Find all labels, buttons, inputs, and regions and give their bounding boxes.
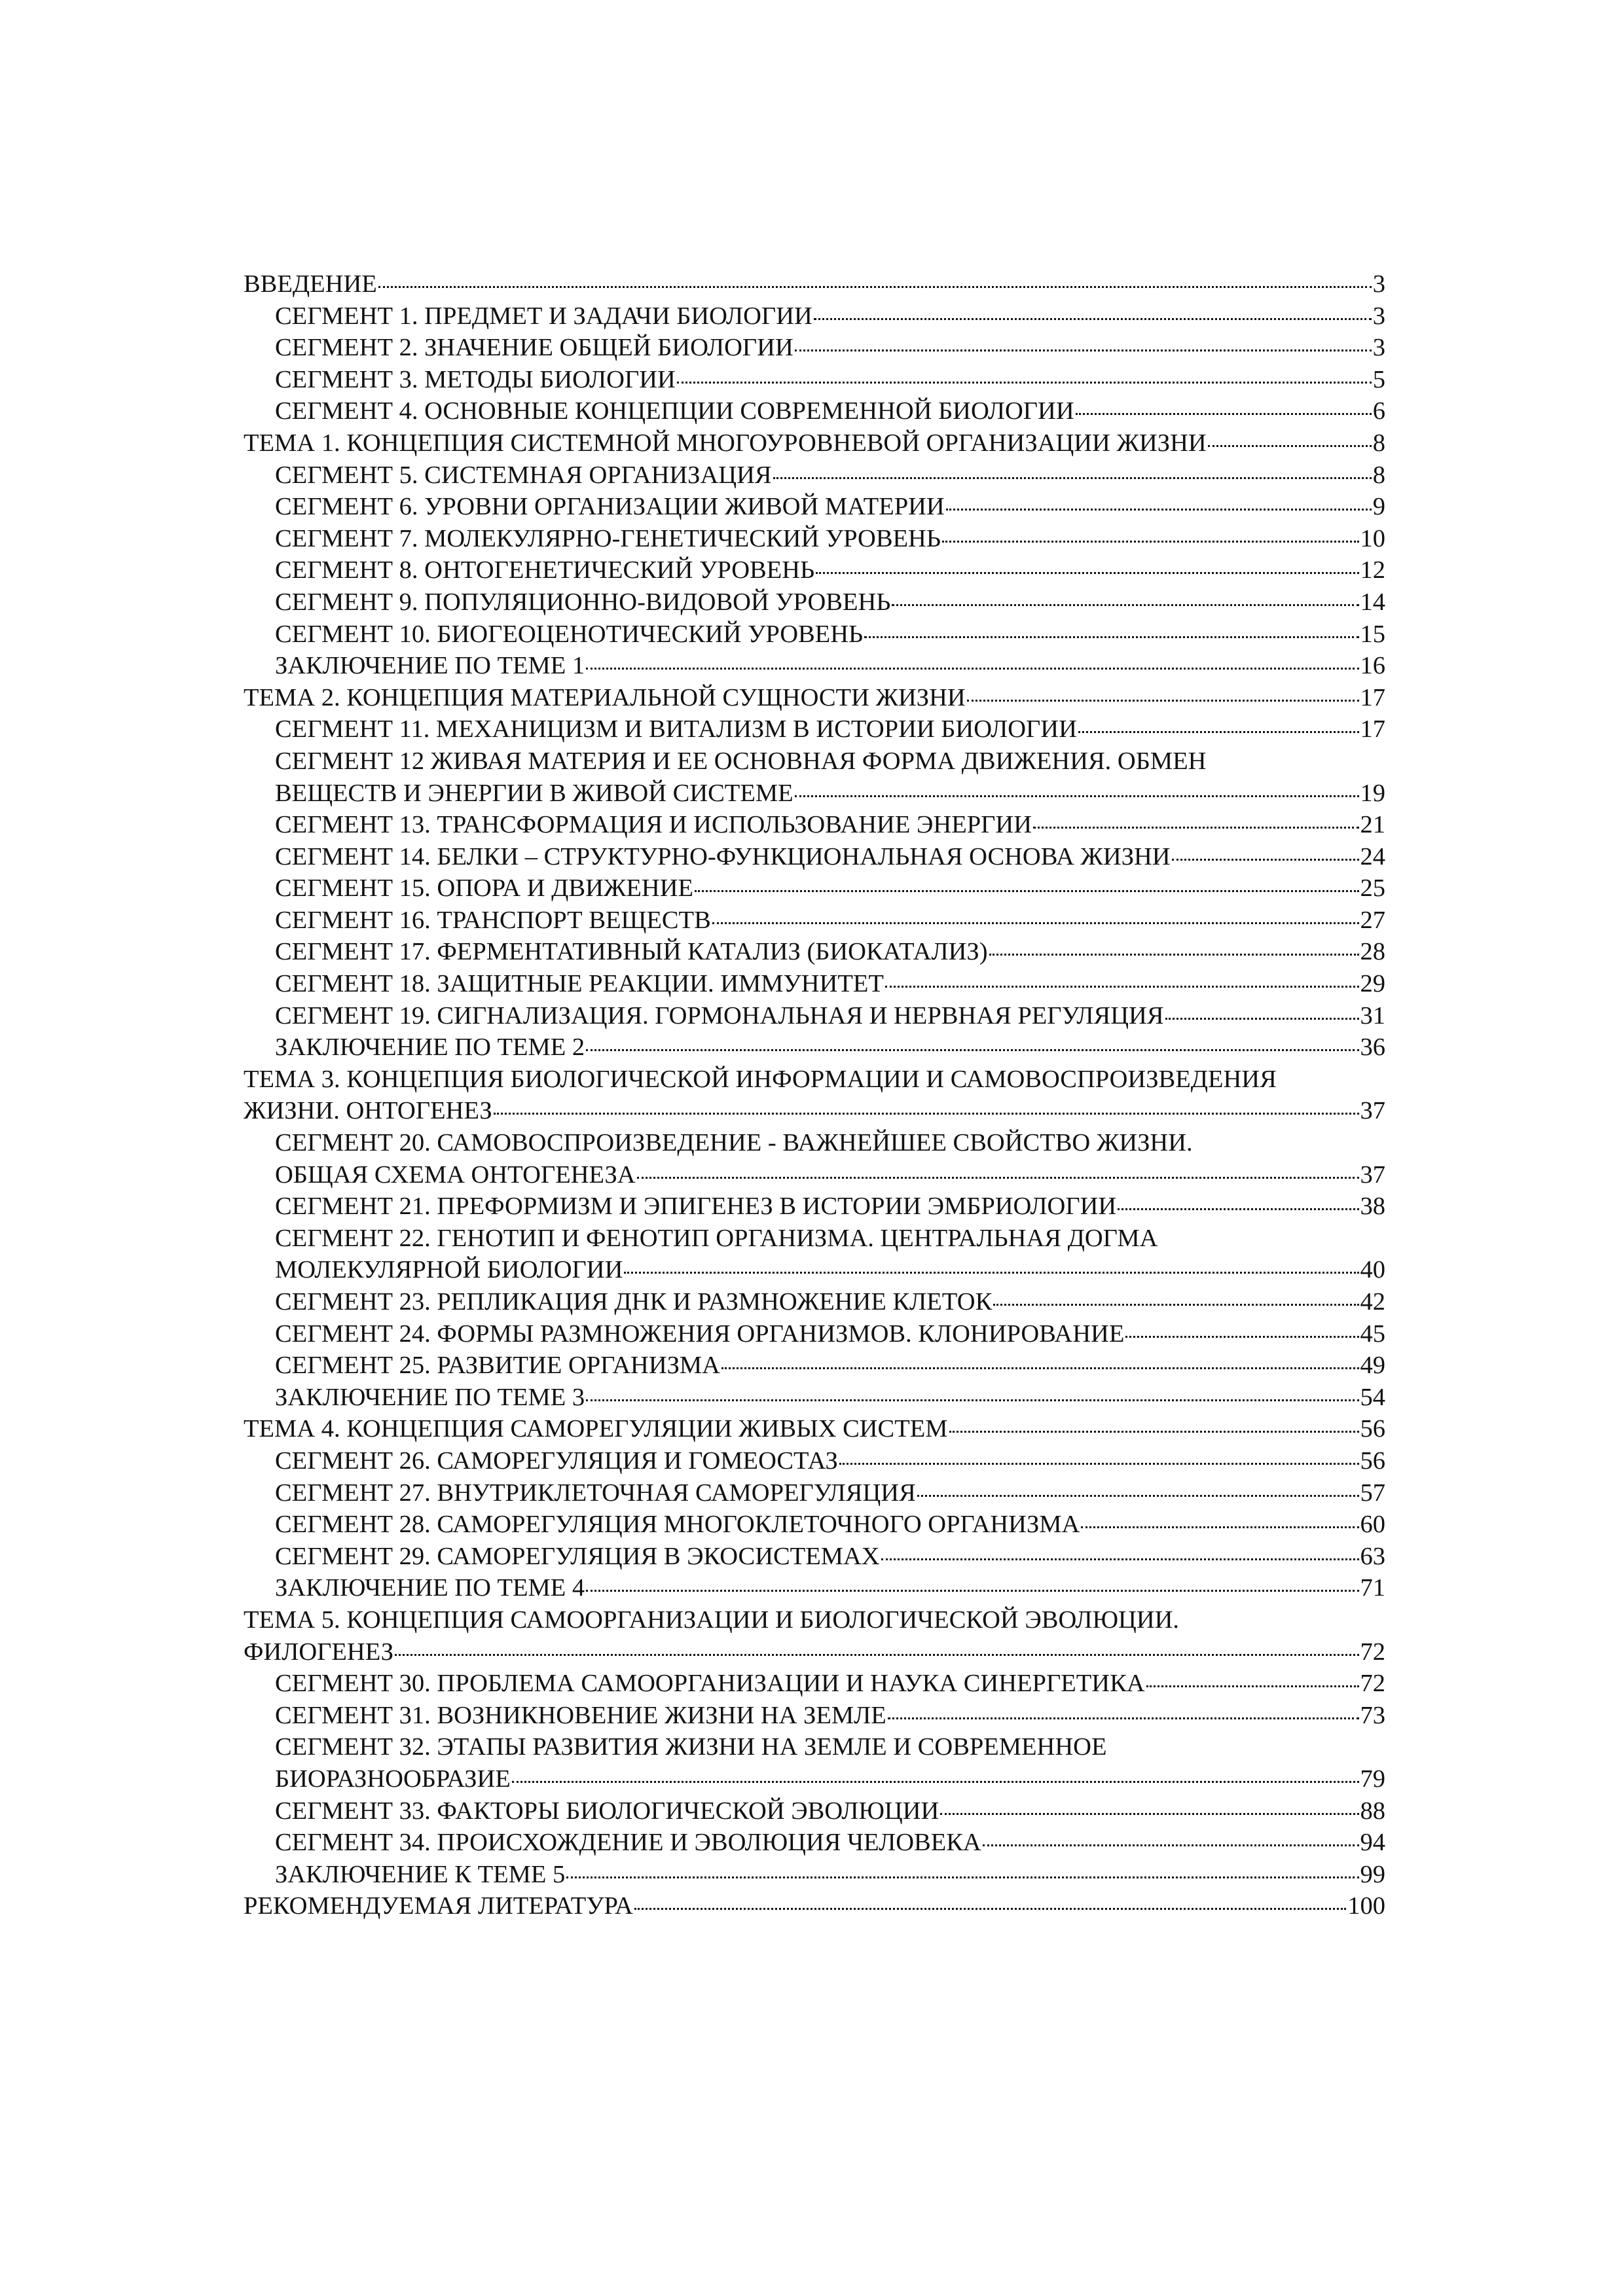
toc-entry-title: СЕГМЕНТ 5. СИСТЕМНАЯ ОРГАНИЗАЦИЯ	[275, 461, 772, 489]
toc-entry-title: СЕГМЕНТ 26. САМОРЕГУЛЯЦИЯ И ГОМЕОСТАЗ	[275, 1446, 838, 1475]
toc-heading[interactable]	[244, 1095, 1385, 1127]
dot-leader	[586, 668, 1359, 670]
page-number: 71	[1360, 1574, 1385, 1602]
toc-entry-title: СЕГМЕНТ 31. ВОЗНИКНОВЕНИЕ ЖИЗНИ НА ЗЕМЛЕ	[275, 1701, 886, 1729]
dot-leader	[634, 1908, 1346, 1910]
page-number: 8	[1372, 429, 1385, 457]
toc-entry[interactable]	[244, 872, 1385, 905]
toc-entry-title: СЕГМЕНТ 27. ВНУТРИКЛЕТОЧНАЯ САМОРЕГУЛЯЦИЯ	[275, 1479, 916, 1507]
page-number: 24	[1360, 842, 1385, 870]
dot-leader	[624, 1272, 1359, 1274]
toc-entry[interactable]	[244, 1763, 1385, 1795]
toc-entry[interactable]	[244, 1286, 1385, 1318]
toc-entry[interactable]	[244, 713, 1385, 745]
page-number: 19	[1360, 779, 1385, 807]
dot-leader	[940, 1813, 1359, 1815]
toc-entry-title: СЕГМЕНТ 7. МОЛЕКУЛЯРНО-ГЕНЕТИЧЕСКИЙ УРОВЕНЬ	[275, 524, 941, 552]
page-number: 57	[1360, 1479, 1385, 1507]
dot-leader	[695, 890, 1359, 892]
dot-leader	[888, 1717, 1359, 1719]
toc-entry[interactable]	[244, 364, 1385, 396]
toc-entry-title: ЗАКЛЮЧЕНИЕ ПО ТЕМЕ 1	[275, 652, 585, 680]
toc-entry-title: МОЛЕКУЛЯРНОЙ БИОЛОГИИ	[275, 1256, 623, 1284]
dot-leader	[1165, 1018, 1359, 1020]
toc-entry[interactable]	[244, 1191, 1385, 1223]
dot-leader	[712, 922, 1359, 924]
page-number: 56	[1360, 1446, 1385, 1475]
dot-leader	[378, 286, 1372, 288]
toc-heading[interactable]	[244, 1636, 1385, 1668]
toc-entry[interactable]	[244, 1318, 1385, 1350]
dot-leader	[1081, 1526, 1359, 1528]
toc-heading-title: ЖИЗНИ. ОНТОГЕНЕЗ	[244, 1097, 492, 1125]
toc-heading-title: ФИЛОГЕНЕЗ	[244, 1638, 393, 1666]
dot-leader	[983, 1844, 1359, 1846]
toc-heading[interactable]	[244, 427, 1385, 459]
toc-entry[interactable]	[244, 968, 1385, 1000]
toc-entry-title: ЗАКЛЮЧЕНИЕ ПО ТЕМЕ 4	[275, 1574, 585, 1602]
page-number: 21	[1360, 811, 1385, 839]
page-number: 88	[1360, 1797, 1385, 1825]
page-number: 56	[1360, 1415, 1385, 1443]
toc-entry-title: СЕГМЕНТ 6. УРОВНИ ОРГАНИЗАЦИИ ЖИВОЙ МАТЕРИИ	[275, 493, 945, 521]
toc-entry-title-line: СЕГМЕНТ 20. САМОВОСПРОИЗВЕДЕНИЕ - ВАЖНЕЙШЕЕ СВОЙСТВО ЖИЗНИ.	[275, 1129, 1193, 1157]
toc-heading-title: РЕКОМЕНДУЕМАЯ ЛИТЕРАТУРА	[244, 1892, 633, 1920]
toc-entry-title: СЕГМЕНТ 33. ФАКТОРЫ БИОЛОГИЧЕСКОЙ ЭВОЛЮЦИИ	[275, 1797, 939, 1825]
dot-leader	[967, 700, 1359, 702]
page-number: 3	[1372, 270, 1385, 298]
page-number: 5	[1372, 365, 1385, 393]
page-number: 3	[1372, 334, 1385, 362]
toc-entry[interactable]	[244, 1350, 1385, 1382]
toc-entry-title: СЕГМЕНТ 3. МЕТОДЫ БИОЛОГИИ	[275, 365, 676, 393]
page-number: 37	[1360, 1097, 1385, 1125]
toc-heading-title: ТЕМА 1. КОНЦЕПЦИЯ СИСТЕМНОЙ МНОГОУРОВНЕВОЙ ОРГАНИЗАЦИИ ЖИЗНИ	[244, 429, 1207, 457]
page-number: 9	[1372, 493, 1385, 521]
dot-leader	[677, 382, 1372, 384]
dot-leader	[892, 604, 1359, 606]
toc-entry[interactable]	[244, 1159, 1385, 1191]
toc-entry[interactable]	[244, 1859, 1385, 1891]
dot-leader	[1146, 1685, 1359, 1687]
dot-leader	[566, 1876, 1359, 1878]
toc-entry-title: СЕГМЕНТ 2. ЗНАЧЕНИЕ ОБЩЕЙ БИОЛОГИИ	[275, 334, 793, 362]
page-number: 16	[1360, 652, 1385, 680]
toc-heading-title: ВВЕДЕНИЕ	[244, 270, 377, 298]
dot-leader	[816, 572, 1359, 574]
dot-leader	[881, 1558, 1359, 1560]
page-number: 3	[1372, 302, 1385, 330]
toc-entry[interactable]	[244, 905, 1385, 937]
toc-heading-title: ТЕМА 2. КОНЦЕПЦИЯ МАТЕРИАЛЬНОЙ СУЩНОСТИ ЖИЗНИ	[244, 683, 966, 711]
toc-entry[interactable]	[244, 1509, 1385, 1541]
page-number: 73	[1360, 1701, 1385, 1729]
toc-entry[interactable]	[244, 841, 1385, 873]
dot-leader	[795, 350, 1372, 351]
toc-entry-title-line: СЕГМЕНТ 22. ГЕНОТИП И ФЕНОТИП ОРГАНИЗМА. ЦЕНТРАЛЬНАЯ ДОГМА	[275, 1224, 1158, 1252]
toc-entry-title: СЕГМЕНТ 1. ПРЕДМЕТ И ЗАДАЧИ БИОЛОГИИ	[275, 302, 812, 330]
toc-heading[interactable]	[244, 682, 1385, 714]
page-number: 31	[1360, 1001, 1385, 1030]
page-number: 27	[1360, 906, 1385, 934]
toc-entry[interactable]	[244, 936, 1385, 968]
dot-leader	[949, 1431, 1359, 1433]
page-number: 49	[1360, 1352, 1385, 1380]
toc-entry[interactable]	[244, 554, 1385, 586]
toc-entry[interactable]	[244, 332, 1385, 364]
toc-heading[interactable]	[244, 268, 1385, 300]
page-number: 100	[1347, 1892, 1385, 1920]
toc-entry-title: СЕГМЕНТ 25. РАЗВИТИЕ ОРГАНИЗМА	[275, 1352, 720, 1380]
dot-leader	[1172, 859, 1359, 861]
toc-entry[interactable]	[244, 523, 1385, 555]
page-number: 14	[1360, 588, 1385, 616]
dot-leader	[1118, 1208, 1359, 1210]
toc-entry[interactable]	[244, 586, 1385, 619]
toc-entry-title: СЕГМЕНТ 34. ПРОИСХОЖДЕНИЕ И ЭВОЛЮЦИЯ ЧЕЛОВЕКА	[275, 1829, 981, 1857]
toc-entry-title: БИОРАЗНООБРАЗИЕ	[275, 1765, 511, 1793]
dot-leader	[637, 1177, 1359, 1179]
dot-leader	[586, 1049, 1359, 1051]
dot-leader	[839, 1463, 1359, 1465]
page-number: 72	[1360, 1670, 1385, 1698]
toc-entry-title: СЕГМЕНТ 28. САМОРЕГУЛЯЦИЯ МНОГОКЛЕТОЧНОГО ОРГАНИЗМА	[275, 1511, 1080, 1539]
toc-heading[interactable]	[244, 1890, 1385, 1922]
toc-entry[interactable]	[244, 1382, 1385, 1414]
toc-entry-title: СЕГМЕНТ 21. ПРЕФОРМИЗМ И ЭПИГЕНЕЗ В ИСТОРИИ ЭМБРИОЛОГИИ	[275, 1193, 1117, 1221]
dot-leader	[1208, 445, 1372, 447]
toc-entry-title: СЕГМЕНТ 4. ОСНОВНЫЕ КОНЦЕПЦИИ СОВРЕМЕННОЙ БИОЛОГИИ	[275, 397, 1074, 425]
toc-heading-title-line: ТЕМА 3. КОНЦЕПЦИЯ БИОЛОГИЧЕСКОЙ ИНФОРМАЦИИ И САМОВОСПРОИЗВЕДЕНИЯ	[244, 1065, 1277, 1093]
page-number: 36	[1360, 1033, 1385, 1062]
dot-leader	[989, 954, 1359, 956]
toc-entry-title: СЕГМЕНТ 23. РЕПЛИКАЦИЯ ДНК И РАЗМНОЖЕНИЕ КЛЕТОК	[275, 1288, 993, 1316]
toc-entry-title: СЕГМЕНТ 19. СИГНАЛИЗАЦИЯ. ГОРМОНАЛЬНАЯ И НЕРВНАЯ РЕГУЛЯЦИЯ	[275, 1001, 1164, 1030]
dot-leader	[942, 541, 1359, 543]
dot-leader	[814, 318, 1372, 320]
page-number: 15	[1360, 620, 1385, 648]
page-number: 17	[1360, 683, 1385, 711]
page-number: 79	[1360, 1765, 1385, 1793]
page-number: 63	[1360, 1542, 1385, 1570]
page-number: 38	[1360, 1193, 1385, 1221]
toc-entry[interactable]	[244, 1445, 1385, 1477]
page-number: 37	[1360, 1160, 1385, 1189]
page-number: 99	[1360, 1860, 1385, 1888]
toc-entry-title: СЕГМЕНТ 24. ФОРМЫ РАЗМНОЖЕНИЯ ОРГАНИЗМОВ. КЛОНИРОВАНИЕ	[275, 1319, 1125, 1348]
toc-entry-title: СЕГМЕНТ 11. МЕХАНИЦИЗМ И ВИТАЛИЗМ В ИСТОРИИ БИОЛОГИИ	[275, 715, 1077, 744]
page-number: 40	[1360, 1256, 1385, 1284]
dot-leader	[1076, 413, 1372, 415]
dot-leader	[993, 1304, 1359, 1306]
page-number: 45	[1360, 1319, 1385, 1348]
toc-entry[interactable]	[244, 1668, 1385, 1700]
dot-leader	[864, 636, 1359, 638]
page-number: 72	[1360, 1638, 1385, 1666]
toc-entry-title-line: СЕГМЕНТ 32. ЭТАПЫ РАЗВИТИЯ ЖИЗНИ НА ЗЕМЛЕ И СОВРЕМЕННОЕ	[275, 1733, 1107, 1761]
toc-entry[interactable]	[244, 395, 1385, 427]
dot-leader	[512, 1781, 1359, 1783]
dot-leader	[795, 795, 1359, 797]
dot-leader	[586, 1399, 1359, 1401]
page-number: 60	[1360, 1511, 1385, 1539]
toc-entry[interactable]	[244, 1541, 1385, 1573]
dot-leader	[494, 1113, 1359, 1115]
page-number: 42	[1360, 1288, 1385, 1316]
toc-heading-title-line: ТЕМА 5. КОНЦЕПЦИЯ САМООРГАНИЗАЦИИ И БИОЛОГИЧЕСКОЙ ЭВОЛЮЦИИ.	[244, 1605, 1180, 1634]
toc-entry-title: ЗАКЛЮЧЕНИЕ К ТЕМЕ 5	[275, 1860, 566, 1888]
dot-leader	[395, 1654, 1359, 1656]
toc-entry[interactable]	[244, 459, 1385, 492]
toc-entry[interactable]	[244, 778, 1385, 810]
toc-entry[interactable]	[244, 650, 1385, 682]
toc-entry[interactable]	[244, 1572, 1385, 1604]
page-number: 29	[1360, 970, 1385, 998]
dot-leader	[917, 1495, 1359, 1497]
toc-entry-title: СЕГМЕНТ 16. ТРАНСПОРТ ВЕЩЕСТВ	[275, 906, 711, 934]
dot-leader	[946, 509, 1372, 511]
page-number: 25	[1360, 874, 1385, 903]
toc-entry-title: ВЕЩЕСТВ И ЭНЕРГИИ В ЖИВОЙ СИСТЕМЕ	[275, 779, 793, 807]
toc-entry[interactable]	[244, 491, 1385, 523]
dot-leader	[1033, 827, 1359, 829]
toc-entry-title-line: СЕГМЕНТ 12 ЖИВАЯ МАТЕРИЯ И ЕЕ ОСНОВНАЯ ФОРМА ДВИЖЕНИЯ. ОБМЕН	[275, 747, 1207, 775]
toc-entry-title: СЕГМЕНТ 30. ПРОБЛЕМА САМООРГАНИЗАЦИИ И НАУКА СИНЕРГЕТИКА	[275, 1670, 1145, 1698]
page-number: 12	[1360, 556, 1385, 584]
dot-leader	[586, 1590, 1359, 1592]
page-number: 17	[1360, 715, 1385, 744]
toc-entry-title: СЕГМЕНТ 14. БЕЛКИ – СТРУКТУРНО-ФУНКЦИОНАЛЬНАЯ ОСНОВА ЖИЗНИ	[275, 842, 1171, 870]
toc-entry-title: СЕГМЕНТ 9. ПОПУЛЯЦИОННО-ВИДОВОЙ УРОВЕНЬ	[275, 588, 891, 616]
toc-entry-title: СЕГМЕНТ 15. ОПОРА И ДВИЖЕНИЕ	[275, 874, 694, 903]
toc-entry[interactable]	[244, 300, 1385, 332]
toc-entry-title: СЕГМЕНТ 10. БИОГЕОЦЕНОТИЧЕСКИЙ УРОВЕНЬ	[275, 620, 864, 648]
dot-leader	[721, 1367, 1359, 1369]
toc-entry[interactable]	[244, 1827, 1385, 1859]
toc-entry-title: СЕГМЕНТ 8. ОНТОГЕНЕТИЧЕСКИЙ УРОВЕНЬ	[275, 556, 815, 584]
toc-entry[interactable]	[244, 1477, 1385, 1509]
toc-entry-title: СЕГМЕНТ 18. ЗАЩИТНЫЕ РЕАКЦИИ. ИММУНИТЕТ	[275, 970, 884, 998]
dot-leader	[773, 477, 1372, 479]
toc-entry[interactable]	[244, 619, 1385, 651]
toc-entry-title: ЗАКЛЮЧЕНИЕ ПО ТЕМЕ 3	[275, 1383, 585, 1411]
toc-entry-title: СЕГМЕНТ 29. САМОРЕГУЛЯЦИЯ В ЭКОСИСТЕМАХ	[275, 1542, 880, 1570]
toc-entry[interactable]	[244, 809, 1385, 841]
dot-leader	[1078, 731, 1359, 733]
toc-entry-title: СЕГМЕНТ 13. ТРАНСФОРМАЦИЯ И ИСПОЛЬЗОВАНИЕ ЭНЕРГИИ	[275, 811, 1032, 839]
toc-entry[interactable]	[244, 1254, 1385, 1286]
toc-entry-title: ОБЩАЯ СХЕМА ОНТОГЕНЕЗА	[275, 1160, 636, 1189]
toc-entry-title: ЗАКЛЮЧЕНИЕ ПО ТЕМЕ 2	[275, 1033, 585, 1062]
toc-entry-title: СЕГМЕНТ 17. ФЕРМЕНТАТИВНЫЙ КАТАЛИЗ (БИОКАТАЛИЗ)	[275, 938, 988, 966]
page-number: 54	[1360, 1383, 1385, 1411]
toc-heading[interactable]	[244, 1413, 1385, 1445]
toc-heading-title: ТЕМА 4. КОНЦЕПЦИЯ САМОРЕГУЛЯЦИИ ЖИВЫХ СИСТЕМ	[244, 1415, 948, 1443]
page-number: 8	[1372, 461, 1385, 489]
toc-entry[interactable]	[244, 1795, 1385, 1827]
dot-leader	[1125, 1336, 1359, 1338]
page-number: 6	[1372, 397, 1385, 425]
page-number: 28	[1360, 938, 1385, 966]
toc-entry[interactable]	[244, 1000, 1385, 1032]
toc-entry[interactable]	[244, 1700, 1385, 1732]
dot-leader	[885, 986, 1359, 988]
page-number: 10	[1360, 524, 1385, 552]
toc-entry[interactable]	[244, 1031, 1385, 1064]
table-of-contents	[244, 268, 1385, 1922]
page-number: 94	[1360, 1829, 1385, 1857]
